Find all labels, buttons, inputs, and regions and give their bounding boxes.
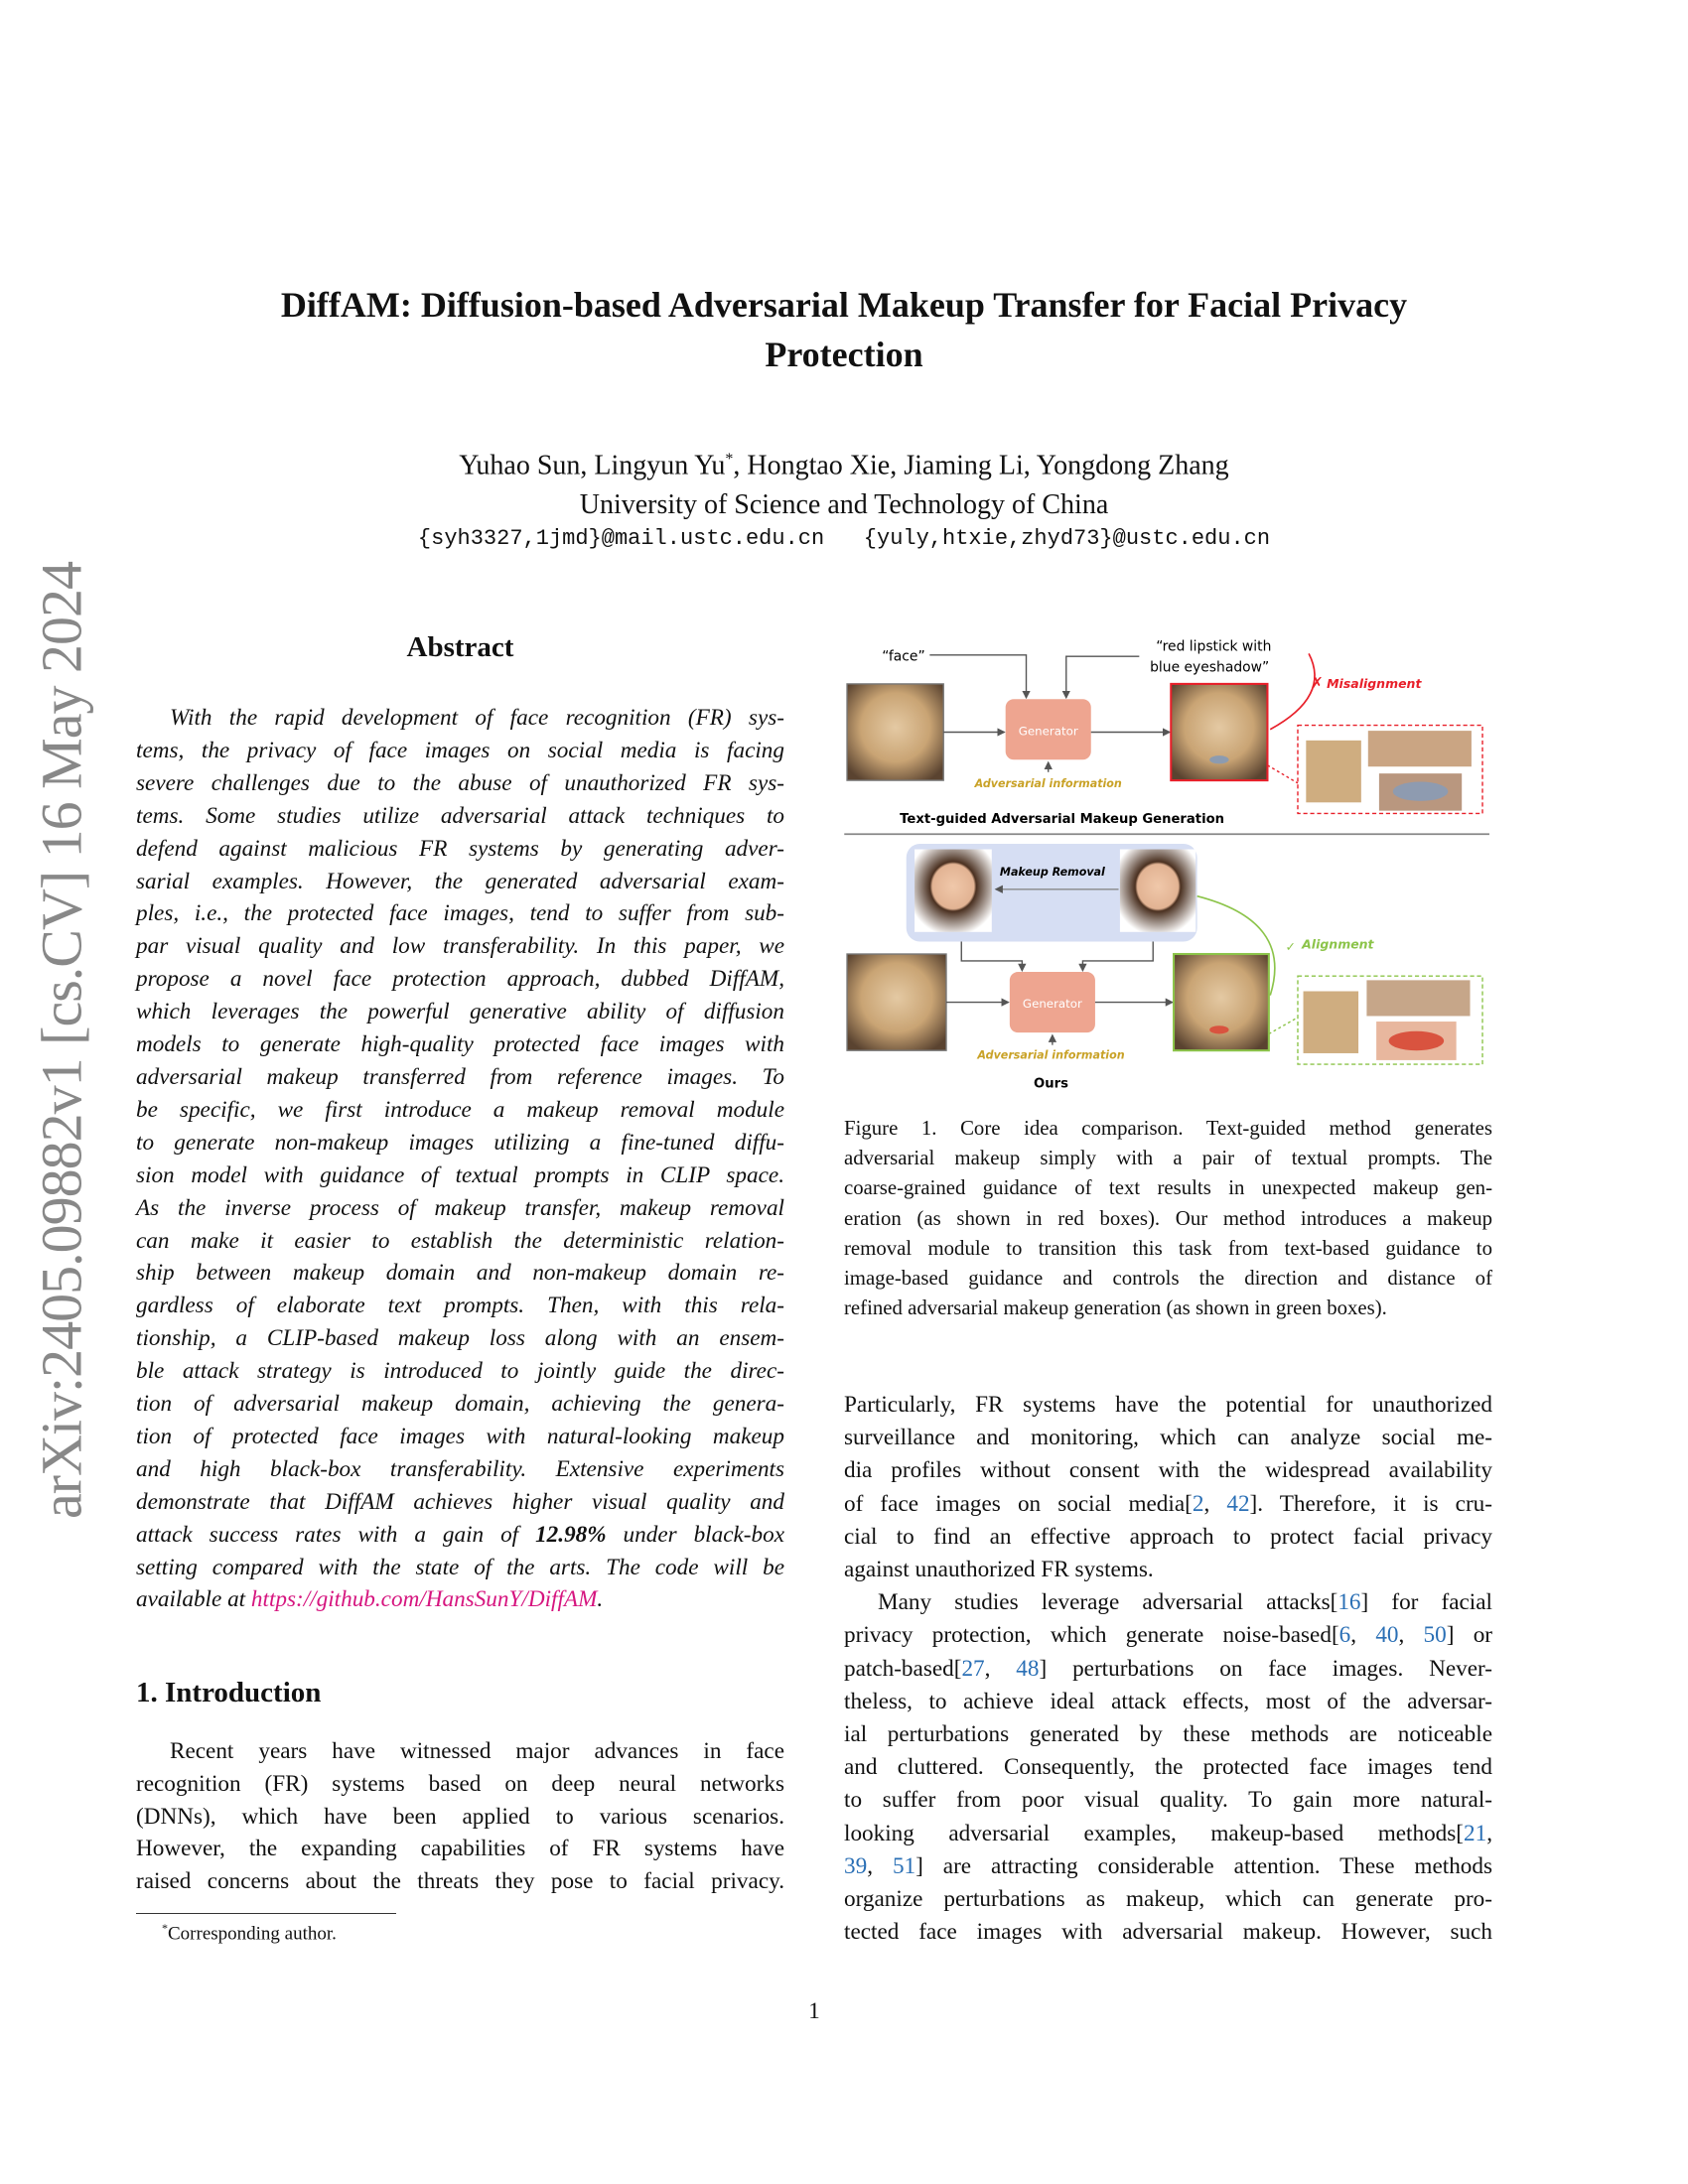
prompt-source: “face” xyxy=(882,648,925,665)
text-line xyxy=(136,800,784,833)
bold-text: 12.98% xyxy=(535,1521,607,1548)
right-column-body xyxy=(844,1389,1492,1949)
text-line xyxy=(136,1127,784,1160)
text-line xyxy=(844,1818,1492,1850)
arrow xyxy=(1066,656,1140,698)
text-run: attack success rates with a gain of xyxy=(136,1521,536,1548)
text-run: ]. Therefore, it is cru- xyxy=(1249,1490,1492,1517)
prompt-target-line2: blue eyeshadow” xyxy=(1150,659,1270,676)
adversarial-info-label: Adversarial information xyxy=(974,777,1122,791)
cross-icon: ✗ xyxy=(1311,674,1324,693)
text-run: tems. Some studies utilize adversarial attack techniques to xyxy=(136,802,784,829)
text-line xyxy=(844,1619,1492,1652)
text-run: Figure 1. Core idea comparison. Text-guided method generates xyxy=(844,1117,1492,1140)
footnote-mark: * xyxy=(162,1921,168,1935)
text-line xyxy=(136,1192,784,1225)
text-line xyxy=(844,1422,1492,1454)
text-run: tionship, a CLIP-based makeup loss along with an ensem- xyxy=(136,1325,784,1352)
text-run: par visual quality and low transferability. In this paper, we xyxy=(136,933,784,960)
text-run: looking adversarial examples, makeup-based methods[ xyxy=(844,1820,1465,1846)
text-line xyxy=(844,1718,1492,1751)
text-line xyxy=(844,1586,1492,1619)
text-run: ] for facial xyxy=(1360,1589,1492,1616)
text-line xyxy=(136,996,784,1028)
citation-link[interactable]: 42 xyxy=(1226,1490,1250,1517)
text-line xyxy=(136,1160,784,1192)
text-line xyxy=(136,1833,784,1865)
text-line xyxy=(136,1768,784,1801)
footnote xyxy=(162,1921,337,1945)
text-line xyxy=(844,1144,1492,1173)
text-run: Recent years have witnessed major advances in face xyxy=(170,1738,784,1764)
source-face-image-ours xyxy=(847,954,946,1050)
citation-link[interactable]: 6 xyxy=(1338,1622,1351,1649)
text-line xyxy=(136,1519,784,1552)
text-line xyxy=(136,1453,784,1486)
arxiv-stamp: arXiv:2405.09882v1 [cs.CV] 16 May 2024 xyxy=(29,561,94,1520)
text-run: As the inverse process of makeup transfer, makeup removal xyxy=(136,1194,784,1221)
eyes-crop xyxy=(1368,731,1472,766)
text-run: privacy protection, which generate noise-based[ xyxy=(844,1622,1339,1649)
text-run: sarial examples. However, the generated adversarial exam- xyxy=(136,868,784,894)
text-run: of face images on social media[ xyxy=(844,1490,1193,1517)
text-run: tems, the privacy of face images on social media is facing xyxy=(136,737,784,763)
text-line xyxy=(844,1554,1492,1586)
text-line xyxy=(844,1521,1492,1554)
introduction-heading: 1. Introduction xyxy=(136,1677,322,1708)
connector xyxy=(1267,765,1298,783)
text-line xyxy=(136,1583,784,1616)
blue-lips-detail xyxy=(1393,781,1449,800)
text-line xyxy=(844,1488,1492,1521)
text-run: Many studies leverage adversarial attacks[ xyxy=(878,1589,1338,1616)
text-run: eration (as shown in red boxes). Our method introduces a makeup xyxy=(844,1206,1492,1230)
citation-link[interactable]: 39 xyxy=(844,1852,868,1879)
text-line xyxy=(136,767,784,800)
text-run: tion of protected face images with natural-looking makeup xyxy=(136,1423,784,1449)
text-line xyxy=(844,1916,1492,1949)
text-run: removal module to transition this task from text-based guidance to xyxy=(844,1236,1492,1260)
text-run: which leverages the powerful generative ability of diffusion xyxy=(136,999,784,1025)
text-run: under black-box xyxy=(606,1521,785,1548)
arrow xyxy=(961,942,1022,971)
generator-label: Generator xyxy=(1018,724,1078,739)
citation-link[interactable]: 16 xyxy=(1337,1589,1361,1616)
text-run: ] are attracting considerable attention. These methods xyxy=(915,1852,1493,1879)
text-run: . xyxy=(597,1586,604,1613)
text-run: ship between makeup domain and non-makeup domain re- xyxy=(136,1260,784,1287)
text-run: severe challenges due to the abuse of unauthorized FR sys- xyxy=(136,769,784,796)
text-run: , xyxy=(1398,1622,1424,1649)
text-run: image-based guidance and controls the direction and distance of xyxy=(844,1267,1492,1291)
author-emails: {syh3327,1jmd}@mail.ustc.edu.cn {yuly,htxie,zhyd73}@ustc.edu.cn xyxy=(417,526,1271,551)
check-icon: ✓ xyxy=(1285,939,1296,955)
text-run: organize perturbations as makeup, which can generate pro- xyxy=(844,1886,1492,1913)
affiliation: University of Science and Technology of China xyxy=(579,489,1109,521)
text-run: patch-based[ xyxy=(844,1655,962,1682)
text-run: , xyxy=(1203,1490,1227,1517)
eyes-crop-ours xyxy=(1366,980,1470,1016)
citation-link[interactable]: 2 xyxy=(1192,1490,1204,1517)
text-line xyxy=(844,1294,1492,1323)
source-face-image xyxy=(847,684,943,780)
text-line xyxy=(136,1552,784,1584)
text-run: be specific, we first introduce a makeup removal module xyxy=(136,1096,784,1123)
text-line xyxy=(844,1389,1492,1422)
text-run: to generate non-makeup images utilizing a fine-tuned diffu- xyxy=(136,1129,784,1156)
paper-title xyxy=(99,280,1589,379)
text-run: With the rapid development of face recognition (FR) sys- xyxy=(170,705,784,731)
text-run: (DNNs), which have been applied to various scenarios. xyxy=(136,1803,784,1830)
alignment-label: Alignment xyxy=(1302,936,1374,952)
hair-crop xyxy=(1306,741,1361,802)
footnote-text: Corresponding author. xyxy=(168,1923,337,1945)
figure-1 xyxy=(844,627,1492,1096)
prompt-target-line1: “red lipstick with xyxy=(1156,638,1272,655)
text-run: ] perturbations on face images. Never- xyxy=(1039,1655,1492,1682)
text-run: against unauthorized FR systems. xyxy=(844,1557,1154,1583)
text-run: and high black-box transferability. Extensive experiments xyxy=(136,1455,784,1482)
ours-output-face xyxy=(1174,954,1269,1050)
text-run: adversarial makeup simply with a pair of textual prompts. The xyxy=(844,1147,1492,1170)
text-line xyxy=(136,1257,784,1290)
text-line xyxy=(844,1204,1492,1234)
text-line xyxy=(844,1264,1492,1294)
text-run: raised concerns about the threats they pose to facial privacy. xyxy=(136,1868,784,1895)
text-run: ples, i.e., the protected face images, tend to suffer from sub- xyxy=(136,900,784,927)
text-run: gardless of elaborate text prompts. Then, with this rela- xyxy=(136,1293,784,1319)
text-line xyxy=(844,1173,1492,1203)
footnote-divider xyxy=(136,1913,396,1914)
text-run: available at xyxy=(136,1586,251,1613)
code-link[interactable]: https://github.com/HansSunY/DiffAM xyxy=(250,1586,598,1613)
citation-link[interactable]: 21 xyxy=(1464,1820,1487,1846)
text-run: propose a novel face protection approach, dubbed DiffAM, xyxy=(136,966,784,993)
text-line xyxy=(136,866,784,898)
citation-link[interactable]: 51 xyxy=(892,1852,916,1879)
text-line xyxy=(136,1028,784,1061)
adversarial-info-label-ours: Adversarial information xyxy=(977,1048,1125,1062)
text-line xyxy=(136,833,784,866)
page-number: 1 xyxy=(808,1998,820,2023)
text-run: setting compared with the state of the arts. The code will be xyxy=(136,1554,784,1580)
text-run: theless, to achieve ideal attack effects, most of the adversar- xyxy=(844,1688,1492,1714)
text-run: However, the expanding capabilities of FR systems have xyxy=(136,1836,784,1862)
text-line xyxy=(136,1225,784,1258)
text-line xyxy=(136,1388,784,1421)
author-names xyxy=(99,440,1589,485)
red-lips xyxy=(1209,1025,1228,1033)
text-line xyxy=(844,1784,1492,1817)
text-run: coarse-grained guidance of text results in unexpected makeup gen- xyxy=(844,1176,1492,1200)
text-run: and cluttered. Consequently, the protected face images tend xyxy=(844,1754,1492,1781)
text-run: ble attack strategy is introduced to jointly guide the direc- xyxy=(136,1358,784,1385)
text-line xyxy=(136,1355,784,1388)
arrow xyxy=(1082,942,1153,971)
text-run: models to generate high-quality protected face images with xyxy=(136,1031,784,1058)
text-line xyxy=(844,1454,1492,1487)
text-line xyxy=(136,963,784,996)
text-run: , xyxy=(867,1852,893,1879)
hair-crop-ours xyxy=(1304,991,1359,1052)
text-run: surveillance and monitoring, which can analyze social me- xyxy=(844,1425,1492,1451)
text-run: recognition (FR) systems based on deep neural networks xyxy=(136,1770,784,1797)
text-run: refined adversarial makeup generation (as shown in green boxes). xyxy=(844,1297,1387,1320)
blue-lips xyxy=(1209,755,1228,763)
text-line xyxy=(136,1486,784,1519)
connector xyxy=(1269,1018,1298,1034)
text-run: adversarial makeup transferred from reference images. To xyxy=(136,1063,784,1090)
text-line xyxy=(136,1094,784,1127)
misalignment-arc xyxy=(1270,653,1315,729)
generator-label-ours: Generator xyxy=(1022,997,1082,1012)
text-run: cial to find an effective approach to protect facial privacy xyxy=(844,1523,1492,1550)
text-line xyxy=(844,1234,1492,1264)
text-line xyxy=(136,1801,784,1834)
red-lips-detail xyxy=(1389,1031,1445,1050)
text-line xyxy=(844,1114,1492,1144)
text-line xyxy=(136,1290,784,1322)
authors-part: , Hongtao Xie, Jiaming Li, Yongdong Zhang xyxy=(733,450,1229,481)
text-line xyxy=(844,1850,1492,1883)
text-line xyxy=(136,735,784,767)
text-run: sion model with guidance of textual prompts in CLIP space. xyxy=(136,1161,784,1188)
title-line-1: DiffAM: Diffusion-based Adversarial Makeup Transfer for Facial Privacy xyxy=(280,285,1408,325)
text-run: demonstrate that DiffAM achieves higher visual quality and xyxy=(136,1488,784,1515)
text-run: to suffer from poor visual quality. To gain more natural- xyxy=(844,1787,1492,1814)
citation-link[interactable]: 48 xyxy=(1016,1655,1040,1682)
text-line xyxy=(136,1735,784,1768)
text-run: , xyxy=(1486,1820,1492,1846)
author-block xyxy=(99,440,1589,525)
text-line xyxy=(136,1865,784,1898)
text-run: defend against malicious FR systems by generating adver- xyxy=(136,835,784,862)
text-line xyxy=(136,897,784,930)
introduction-body xyxy=(136,1735,784,1898)
makeup-reference-face xyxy=(1120,850,1196,932)
text-line xyxy=(844,1883,1492,1916)
text-run: dia profiles without consent with the widespread availability xyxy=(844,1457,1492,1484)
authors-part: Yuhao Sun, Lingyun Yu xyxy=(459,450,726,481)
citation-link[interactable]: 27 xyxy=(961,1655,985,1682)
text-line xyxy=(844,1686,1492,1718)
text-run: ial perturbations generated by these methods are noticeable xyxy=(844,1721,1492,1748)
makeup-removal-label: Makeup Removal xyxy=(999,865,1105,879)
bottom-section-title: Ours xyxy=(1034,1076,1068,1092)
abstract-body xyxy=(136,702,784,1616)
text-run: ] or xyxy=(1446,1622,1493,1649)
text-line xyxy=(844,1751,1492,1784)
figure-1-caption xyxy=(844,1114,1492,1323)
text-run: tected face images with adversarial makeup. However, such xyxy=(844,1919,1492,1946)
text-guided-output-face xyxy=(1171,684,1267,780)
corresponding-mark: * xyxy=(725,451,734,468)
abstract-heading: Abstract xyxy=(406,631,514,663)
text-run: tion of adversarial makeup domain, achieving the genera- xyxy=(136,1391,784,1418)
misalignment-label: Misalignment xyxy=(1327,676,1422,692)
text-line xyxy=(136,1322,784,1355)
text-line xyxy=(136,702,784,735)
text-run: can make it easier to establish the deterministic relation- xyxy=(136,1227,784,1254)
non-makeup-reference-face xyxy=(914,850,992,932)
citation-link[interactable]: 50 xyxy=(1423,1622,1447,1649)
text-line xyxy=(844,1653,1492,1686)
text-run: , xyxy=(984,1655,1017,1682)
text-line xyxy=(136,1421,784,1453)
top-section-title: Text-guided Adversarial Makeup Generation xyxy=(900,812,1225,828)
text-run: , xyxy=(1350,1622,1376,1649)
text-line xyxy=(136,930,784,963)
text-line xyxy=(136,1061,784,1094)
title-line-2: Protection xyxy=(765,335,923,374)
citation-link[interactable]: 40 xyxy=(1375,1622,1399,1649)
text-run: Particularly, FR systems have the potential for unauthorized xyxy=(844,1392,1492,1418)
